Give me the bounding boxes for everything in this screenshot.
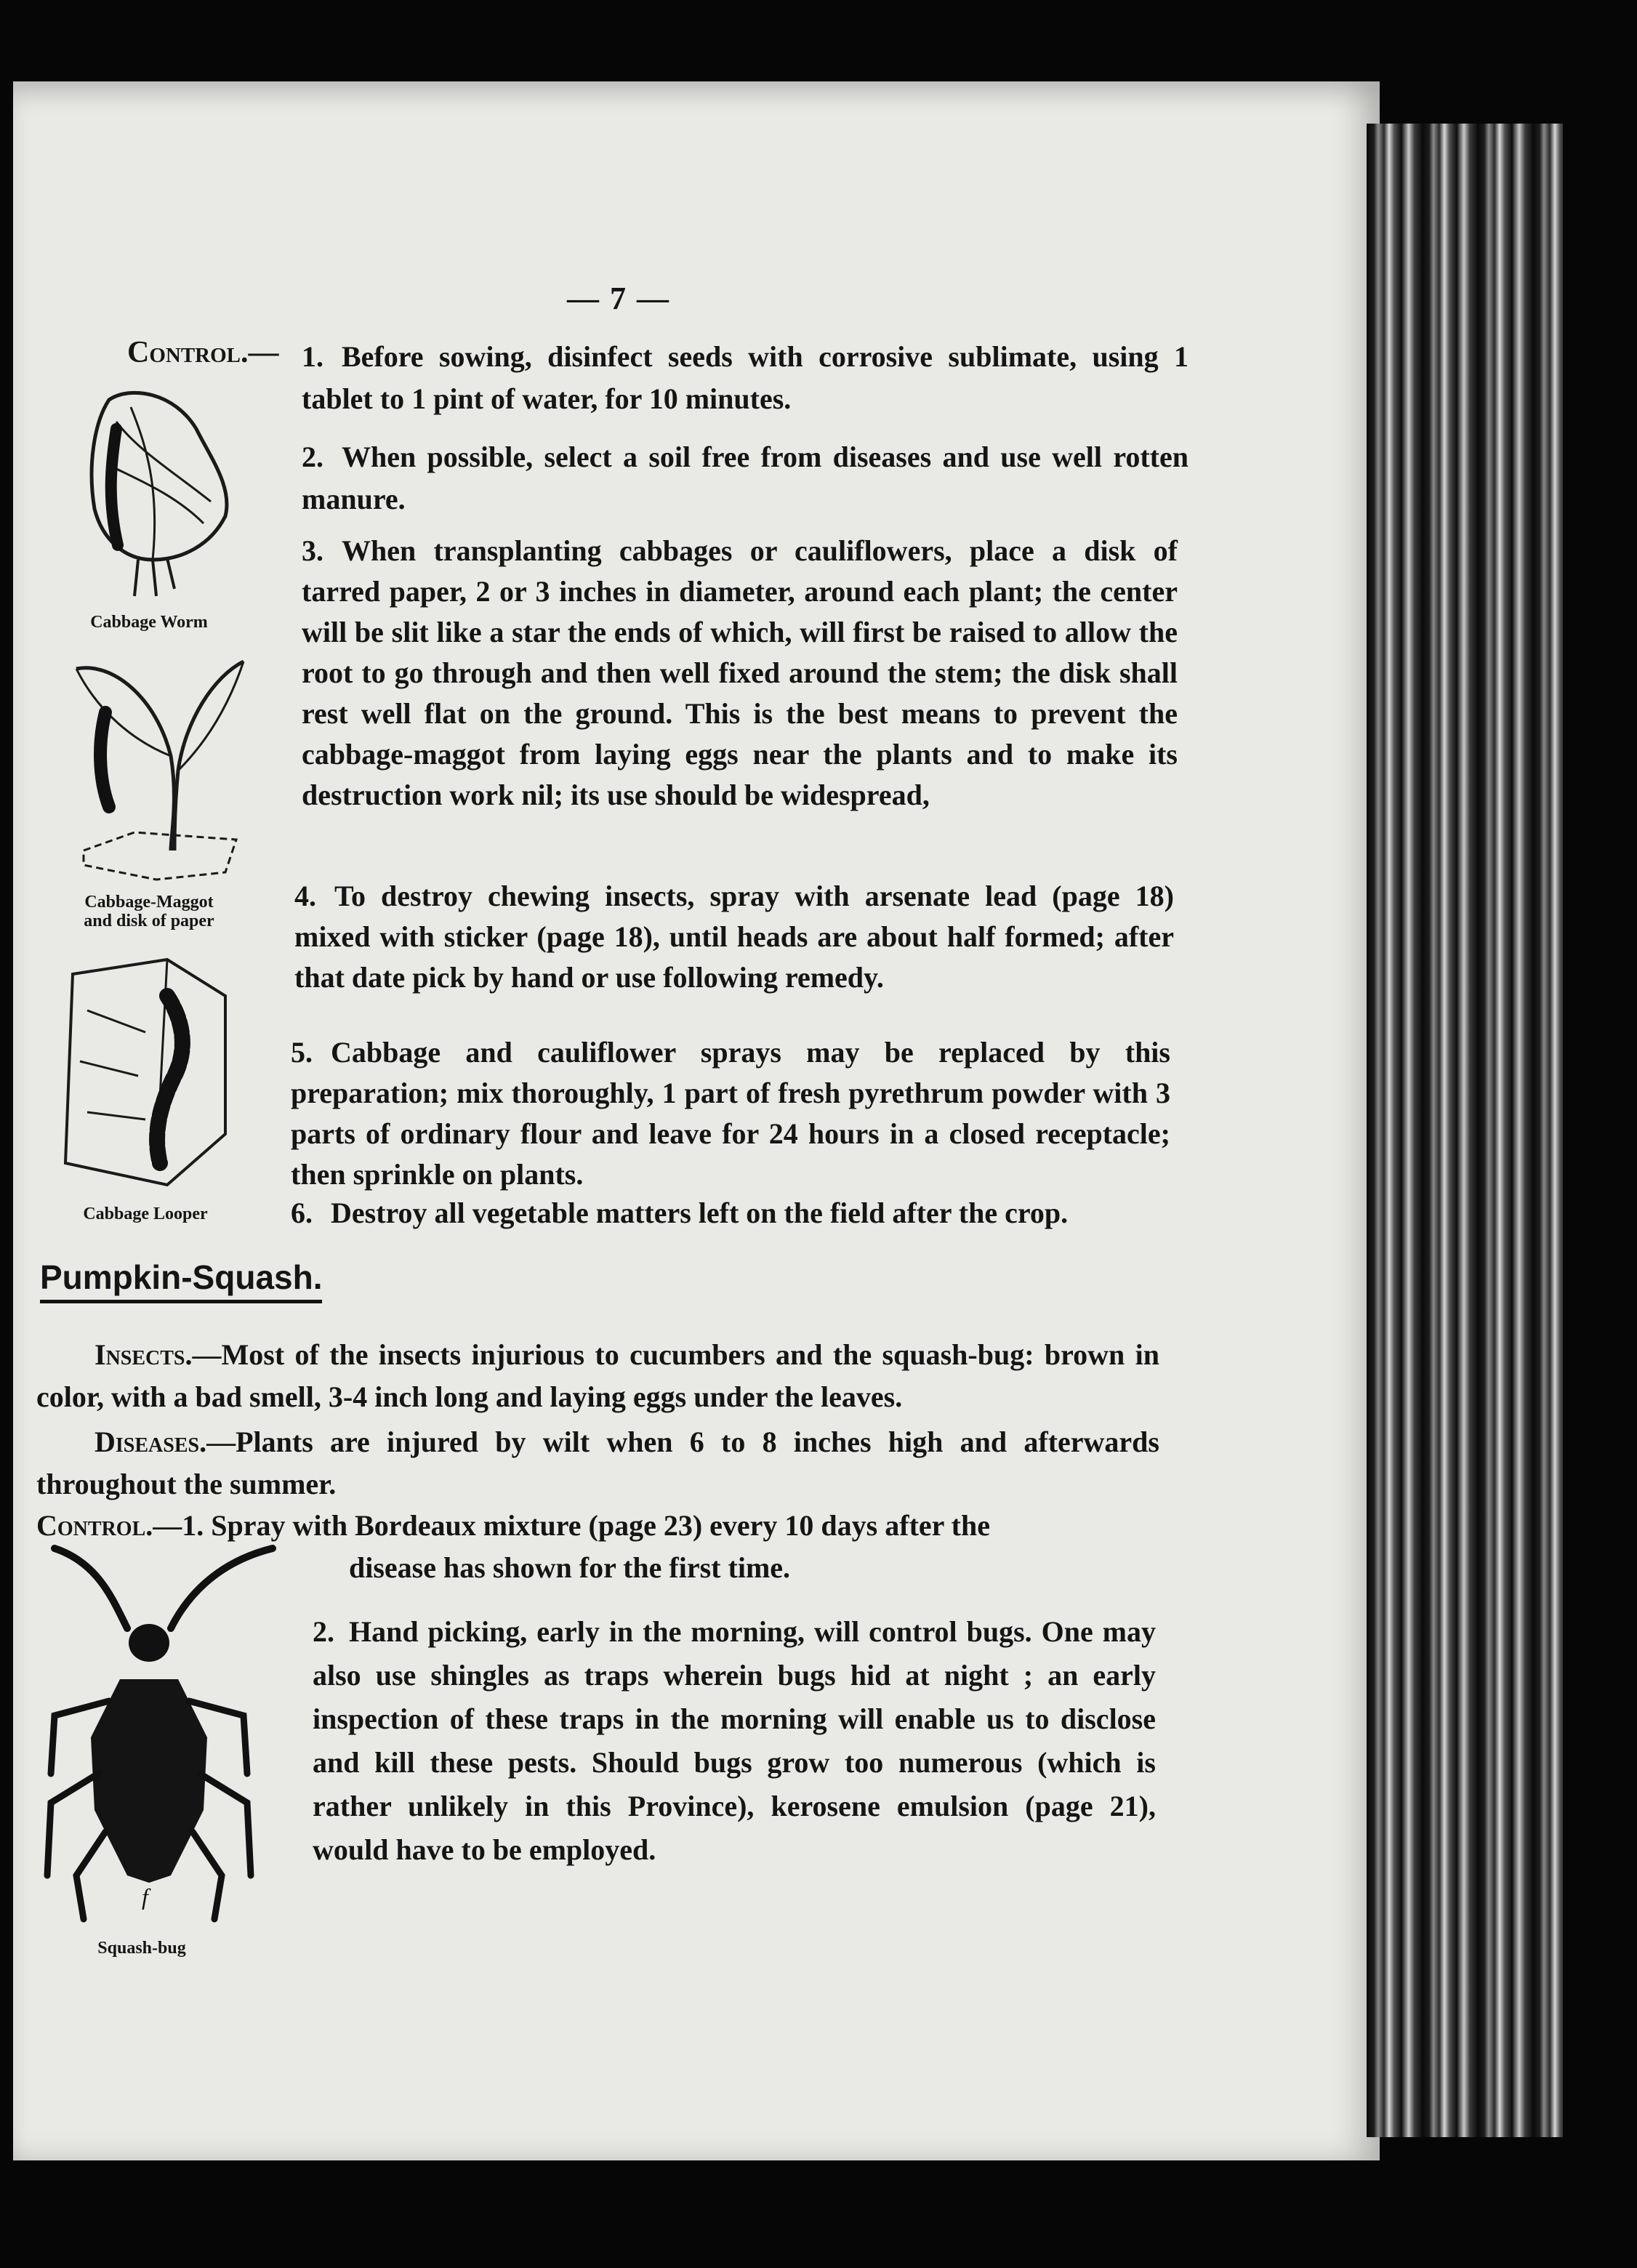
pumpkin-control-1: Control.—1. Spray with Bordeaux mixture (page 23) every 10 days after the xyxy=(36,1509,990,1542)
section-heading-pumpkin-squash: Pumpkin-Squash. xyxy=(40,1258,322,1303)
control-label: Control.— xyxy=(127,336,279,369)
caption-cabbage-worm: Cabbage Worm xyxy=(90,613,208,632)
cabbage-maggot-illustration xyxy=(69,654,251,887)
diseases-paragraph: Diseases.—Plants are injured by wilt when 6 to 8 inches high and afterwards throughout the summer. xyxy=(36,1425,1159,1500)
control-item-2: 2. When possible, select a soil free from diseases and use well rotten manure. xyxy=(302,441,1188,515)
pumpkin-control-1-cont: disease has shown for the first time. xyxy=(349,1551,791,1584)
caption-cabbage-maggot: Cabbage-Maggot and disk of paper xyxy=(84,893,214,930)
caption-squash-bug: Squash-bug xyxy=(97,1939,186,1958)
control-item-4: 4. To destroy chewing insects, spray with arsenate lead (page 18) mixed with sticker (page 18), until heads are about half formed; after that date pick by hand or use following remedy. xyxy=(294,880,1174,994)
insects-paragraph: Insects.—Most of the insects injurious to cucumbers and the squash-bug: brown in color, with a bad smell, 3-4 inch long and laying eggs under the leaves. xyxy=(36,1338,1159,1413)
control-item-1: 1. Before sowing, disinfect seeds with corrosive sublimate, using 1 tablet to 1 pint of water, for 10 minutes. xyxy=(302,340,1188,415)
cabbage-worm-illustration xyxy=(65,378,247,603)
cabbage-looper-illustration xyxy=(58,952,233,1199)
squash-bug-letter: f xyxy=(142,1883,148,1910)
control-item-3: 3. When transplanting cabbages or cauliflowers, place a disk of tarred paper, 2 or 3 inches in diameter, around each plant; the center will be slit like a star the ends of which, will first be raised to allow the root to go through and then well fixed around the stem; the disk shall rest well flat on the ground. This is the best means to prevent the cabbage-maggot from laying eggs near the plants and to make its destruction work nil; its use should be widespread, xyxy=(302,534,1178,811)
book-spine xyxy=(1367,124,1621,2137)
squash-bug-illustration xyxy=(40,1534,280,1934)
control-item-5: 5. Cabbage and cauliflower sprays may be replaced by this preparation; mix thoroughly, 1 part of fresh pyrethrum powder with 3 parts of ordinary flour and leave for 24 hours in a closed receptacle; then sprinkle on plants. xyxy=(291,1036,1170,1191)
pumpkin-control-2: 2. Hand picking, early in the morning, will control bugs. One may also use shingles as traps wherein bugs hid at night ; an early inspection of these traps in the morning will enable us to disclose and kill these pests. Should bugs grow too numerous (which is rather unlikely in this Province), kerosene emulsion (page 21), would have to be employed. xyxy=(313,1615,1156,1866)
caption-cabbage-looper: Cabbage Looper xyxy=(83,1205,208,1223)
control-item-6: 6. Destroy all vegetable matters left on the field after the crop. xyxy=(291,1197,1069,1229)
page-number: — 7 — xyxy=(567,281,670,316)
